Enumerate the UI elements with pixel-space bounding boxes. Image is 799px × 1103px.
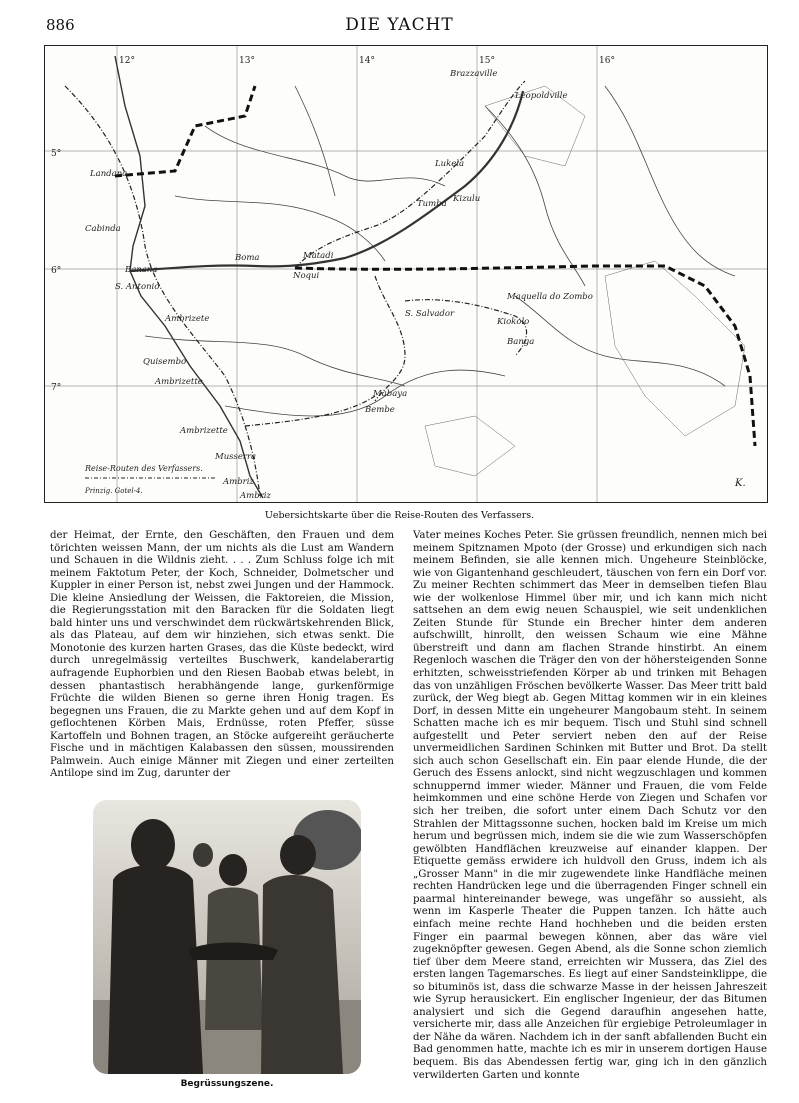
- relief-hatching: [425, 86, 745, 476]
- place-label: Matadi: [303, 251, 334, 261]
- place-label: Boma: [235, 253, 260, 263]
- place-label: Brazzaville: [450, 69, 498, 79]
- article-column-left: [50, 530, 394, 781]
- border-line: [115, 86, 255, 176]
- place-label: Lukela: [435, 159, 465, 169]
- rivers: [145, 86, 735, 416]
- place-label: Noqui: [293, 271, 320, 281]
- lon-label: 16°: [599, 56, 615, 66]
- place-label: Musserra: [215, 452, 257, 462]
- article-column-right: [413, 530, 767, 1090]
- map-scale-note: Prinzig. Gotel-4.: [85, 487, 143, 495]
- place-label: Ambrizette: [180, 426, 228, 436]
- map-caption: Uebersichtskarte über die Reise-Routen des Verfassers.: [264, 510, 535, 521]
- article-text: Vater meines Koches Peter. Sie grüssen freundlich, nennen mich bei meinem Spitznamen Mpoto (der Grosse) und erkundigen sich nach meinem Befinden, sie alle kennen mich. Ungeheure Steinblöcke, wie von Gigantenhand geschleudert, täuschen von fern ein Dorf vor. Zu meiner Rechten schimmert das Meer in demselben tiefen Blau wie der wolkenlose Himmel über mir, und ich kann mich nicht sattsehen an dem ewig neuen Schauspiel, wie seit undenklichen Zeiten Stunde für Stunde ein Brecher hinter dem anderen aufschwillt, hinrollt, den weissen Schaum wie eine Mähne überstreift und dann am flachen Strande hinstirbt. An einem Regenloch waschen die Träger den von der höhersteigenden Sonne erhitzten, schweisstriefenden Körper ab und trinken mit Behagen das von unzähligen Fröschen bevölkerte Wasser. Das Meer tritt bald zurück, der Weg biegt ab. Gegen Mittag kommen wir in ein kleines Dorf, in dessen Mitte ein ungeheurer Mangobaum steht. In seinem Schatten mache ich es mir bequem. Tisch und Stuhl sind schnell aufgestellt und Peter serviert neben den auf der Reise unvermeidlichen Sardinen Schinken mit Butter und Brot. Da stellt sich auch schon Gesellschaft ein. Ein paar elende Hunde, die der Geruch des Essens anlockt, sind nicht wegzuschlagen und kommen schnuppernd immer wieder. Männer und Frauen, die vom Felde heimkommen und eine schöne Herde von Ziegen und Schafen vor sich her treiben, die sofort unter einem Dach Schutz vor den Strahlen der Mittagssonne suchen, hocken bald im Kreise um mich herum und begrüssen mich, indem sie die wie zum Wasserschöpfen gewölbten Handflächen kreuzweise auf einander klappen. Der Etiquette gemäss erwidere ich huldvoll den Gruss, indem ich als „Grosser Mann" in die mir zugewendete linke Handfläche meinen rechten Handrücken lege und die überragenden Finger schnell ein paarmal hintereinander bewege, was ungefähr so aussieht, als wenn im Kasperle Theater die Puppen tanzen. Ich hätte auch einfach meine rechte Hand hochheben und die beiden ersten Finger ein paarmal bewegen können, aber das wäre viel zugeknöpfter gewesen. Gegen Abend, als die Sonne schon ziemlich tief über dem Meere stand, erreichten wir Mussera, das Ziel des ersten langen Tagemarsches. Es liegt auf einer Sandsteinklippe, die so bituminös ist, dass die schwarze Masse in der heissen Jahreszeit wie Syrup herausickert. Ein englischer Ingenieur, der das Bitumen analysiert und sich die Gegend daraufhin angesehen hatte, versicherte mir, dass alle Anzeichen für ergiebige Petroleumlager in der Nähe da wären. Nachdem ich in der sanft abfallenden Bucht ein Bad genommen hatte, machte ich es mir in unserem dortigen Hause bequem. Bis das Abendessen fertig war, ging ich in den gänzlich verwilderten Garten und konnte: [413, 530, 767, 1081]
- place-label: Mabaya: [373, 389, 408, 399]
- place-label: Ambriz: [240, 491, 271, 501]
- place-label: S. Salvador: [405, 309, 455, 319]
- place-label: Cabinda: [85, 224, 121, 234]
- place-label: Ambriz: [223, 477, 254, 487]
- map-legend: Reise-Routen des Verfassers.: [85, 464, 203, 473]
- journal-title: DIE YACHT: [345, 15, 454, 35]
- photo-caption: Begrüssungszene.: [180, 1079, 274, 1089]
- place-label: Banana: [125, 265, 158, 275]
- lon-label: 14°: [359, 56, 375, 66]
- congo-river: [130, 91, 523, 271]
- place-label: Quisembo: [143, 357, 187, 367]
- place-label: Maquella do Zombo: [507, 292, 593, 302]
- page-number: 886: [46, 16, 75, 34]
- article-text: der Heimat, der Ernte, den Geschäften, den Frauen und dem törichten weissen Mann, der um nichts als die Lust am Wandern und Schauen in die Wildnis zieht. . . . Zum Schluss folge ich mit meinem Faktotum Peter, der Koch, Schneider, Dolmetscher und Kuppler in einer Person ist, nebst zwei Jungen und der Hammock. Die kleine Ansiedlung der Weissen, die Faktoreien, die Mission, die Regierungsstation mit den Baracken für die Soldaten liegt bald hinter uns und verschwindet dem rückwärtskehrenden Blick, als das Plateau, auf dem wir hinziehen, sich etwas senkt. Die Monotonie des kurzen harten Grases, das die Küste bedeckt, wird durch unregelmässig verteiltes Buschwerk, kandelaberartig aufragende Euphorbien und den Riesen Baobab etwas belebt, in dessen phantastisch herabhängende lange, gurkenförmige Früchte die wilden Bienen so gerne ihren Honig tragen. Es begegnen uns Frauen, die zu Markte gehen und auf dem Kopf in geflochtenen Körben Mais, Erdnüsse, roten Pfeffer, süsse Kartoffeln und Bohnen tragen, an Stöcke aufgereiht geräucherte Fische und in mächtigen Kalabassen den süssen, moussirenden Palmwein. Auch einige Männer mit Ziegen und einer zerteilten Antilope sind im Zug, darunter der: [50, 530, 394, 780]
- lon-label: 13°: [239, 56, 255, 66]
- place-label: Leopoldville: [515, 91, 568, 101]
- lon-label: 15°: [479, 56, 495, 66]
- photo-image: [93, 800, 361, 1074]
- greeting-photo: [93, 800, 361, 1074]
- lat-label: 7°: [51, 383, 62, 393]
- map-drawing: [45, 46, 767, 502]
- map-signature: K.: [735, 478, 746, 489]
- place-label: S. Antonio: [115, 282, 160, 292]
- place-label: Banga: [507, 337, 535, 347]
- place-label: Tumba: [417, 199, 447, 209]
- overview-map: [44, 45, 768, 503]
- place-label: Kiokolo: [497, 317, 530, 327]
- place-label: Ambrizette: [155, 377, 203, 387]
- place-label: Landana: [90, 169, 128, 179]
- lat-label: 5°: [51, 149, 62, 159]
- lat-label: 6°: [51, 266, 62, 276]
- lon-label: 12°: [119, 56, 135, 66]
- place-label: Bembe: [365, 405, 395, 415]
- place-label: Kizulu: [453, 194, 481, 204]
- place-label: Ambrizete: [165, 314, 210, 324]
